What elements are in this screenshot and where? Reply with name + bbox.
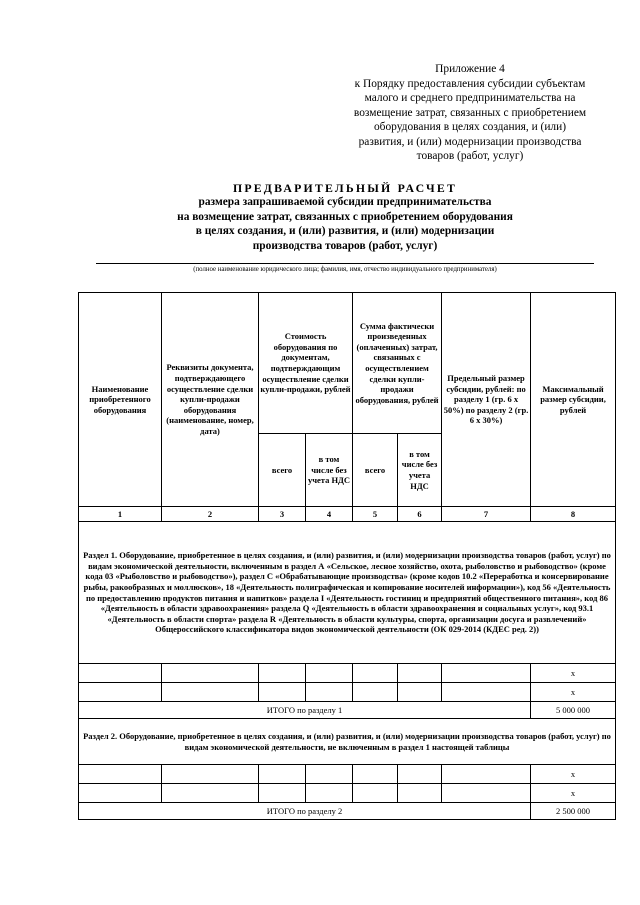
cell-mark: x (531, 664, 616, 683)
header-subsidy-limit: Предельный размер субсидии, рублей: по разделу 1 (гр. 6 х 50%) по разделу 2 (гр. 6 х 30%) (442, 293, 531, 507)
annex-number: Приложение 4 (435, 63, 505, 75)
cell-input[interactable] (353, 765, 398, 784)
section-2-total-row (79, 803, 616, 820)
cell-input[interactable] (353, 683, 398, 702)
cell-mark: x (531, 683, 616, 702)
table-row (79, 683, 616, 702)
cell-input[interactable] (162, 784, 259, 803)
subtitle-line: размера запрашиваемой субсидии предпринимательства (198, 196, 492, 208)
section-1-total-label: ИТОГО по разделу 1 (79, 702, 531, 719)
section-1-total-value: 5 000 000 (531, 702, 616, 719)
document-title (80, 181, 610, 253)
annex-line: возмещение затрат, связанных с приобретением (353, 106, 587, 119)
annex-header (330, 62, 610, 164)
column-number: 1 (79, 507, 162, 522)
applicant-caption: (полное наименование юридического лица; фамилия, имя, отчество индивидуального предпринимателя) (193, 266, 497, 273)
column-number: 3 (259, 507, 306, 522)
cell-input[interactable] (353, 784, 398, 803)
column-number: 5 (353, 507, 398, 522)
cell-input[interactable] (162, 683, 259, 702)
annex-line: малого и среднего предпринимательства на (364, 92, 576, 104)
cell-input[interactable] (79, 765, 162, 784)
column-number: 7 (442, 507, 531, 522)
cell-input[interactable] (306, 765, 353, 784)
header-equipment-cost: Стоимость оборудования по документам, подтверждающим осуществление сделки купли-продажи, рублей (259, 293, 353, 434)
subtitle-line: на возмещение затрат, связанных с приобретением оборудования (177, 210, 513, 223)
cell-input[interactable] (79, 784, 162, 803)
cell-input[interactable] (306, 784, 353, 803)
subtitle-line: в целях создания, и (или) развития, и (или) модернизации (195, 225, 495, 238)
cell-input[interactable] (442, 765, 531, 784)
section-2-total-value: 2 500 000 (531, 803, 616, 820)
cell-mark: x (531, 765, 616, 784)
column-number: 4 (306, 507, 353, 522)
section-2-total-label: ИТОГО по разделу 2 (79, 803, 531, 820)
cell-input[interactable] (162, 765, 259, 784)
cell-input[interactable] (398, 683, 442, 702)
column-number: 8 (531, 507, 616, 522)
cell-input[interactable] (442, 683, 531, 702)
cell-input[interactable] (162, 664, 259, 683)
annex-line: оборудования в целях создания, и (или) (373, 121, 567, 133)
main-title: ПРЕДВАРИТЕЛЬНЫЙ РАСЧЕТ (232, 181, 458, 195)
section-1-total-row (79, 702, 616, 719)
header-actual-total: всего (353, 434, 398, 507)
cell-input[interactable] (259, 683, 306, 702)
annex-line: развития, и (или) модернизации производства (358, 135, 582, 148)
cell-input[interactable] (398, 765, 442, 784)
calculation-table (78, 292, 616, 820)
cell-input[interactable] (79, 683, 162, 702)
subtitle-line: производства товаров (работ, услуг) (252, 239, 438, 252)
header-actual-costs: Сумма фактически произведенных (оплаченных) затрат, связанных с осуществлением сделки купли-продажи оборудования, рублей (353, 293, 442, 434)
section-2-heading: Раздел 2. Оборудование, приобретенное в целях создания, и (или) развития, и (или) модернизации производства товаров (работ, услуг) по видам экономической деятельности, не включенным в раздел 1 настоящей таблицы (79, 719, 616, 765)
cell-input[interactable] (398, 664, 442, 683)
cell-input[interactable] (259, 784, 306, 803)
cell-input[interactable] (442, 664, 531, 683)
applicant-fill-line[interactable] (96, 263, 594, 264)
cell-input[interactable] (306, 683, 353, 702)
cell-input[interactable] (259, 664, 306, 683)
cell-input[interactable] (79, 664, 162, 683)
cell-input[interactable] (259, 765, 306, 784)
section-1-heading: Раздел 1. Оборудование, приобретенное в целях создания, и (или) развития, и (или) модернизации производства товаров (работ, услуг) по видам экономической деятельности, включенным в раздел А «Сельское, лесное хозяйство, охота, рыболовство и рыбоводство» (кроме кода 03 «Рыболовство и рыбоводство»), раздел С «Обрабатывающие производства» (кроме кодов 10.2 «Переработка и консервирование рыбы, ракообразных и моллюсков», 18 «Деятельность полиграфическая и копирование носителей информации»), код 56 «Деятельность по предоставлению продуктов питания и напитков» раздела I «Деятельность гостиниц и предприятий общественного питания», код 86 «Деятельность в области здравоохранения» раздела Q «Деятельность в области здравоохранения и социальных услуг», код 93.1 «Деятельность в области спорта» раздела R «Деятельность в области культуры, спорта, организации досуга и развлечений» Общероссийского классификатора видов экономической деятельности (ОК 029-2014 (КДЕС ред. 2)) (79, 522, 616, 664)
header-document-details: Реквизиты документа, подтверждающего осуществление сделки купли-продажи оборудования (наименование, номер, дата) (162, 293, 259, 507)
column-number: 2 (162, 507, 259, 522)
column-numbers-row (79, 507, 616, 522)
header-actual-excl-vat: в том числе без учета НДС (398, 434, 442, 507)
annex-line: к Порядку предоставления субсидии субъектам (354, 77, 586, 90)
header-cost-excl-vat: в том числе без учета НДС (306, 434, 353, 507)
header-cost-total: всего (259, 434, 306, 507)
table-row (79, 784, 616, 803)
table-row (79, 765, 616, 784)
cell-input[interactable] (398, 784, 442, 803)
column-number: 6 (398, 507, 442, 522)
header-equipment-name: Наименование приобретенного оборудования (79, 293, 162, 507)
annex-line: товаров (работ, услуг) (416, 150, 524, 162)
cell-mark: x (531, 784, 616, 803)
cell-input[interactable] (353, 664, 398, 683)
table-row (79, 664, 616, 683)
header-max-subsidy: Максимальный размер субсидии, рублей (531, 293, 616, 507)
cell-input[interactable] (306, 664, 353, 683)
cell-input[interactable] (442, 784, 531, 803)
